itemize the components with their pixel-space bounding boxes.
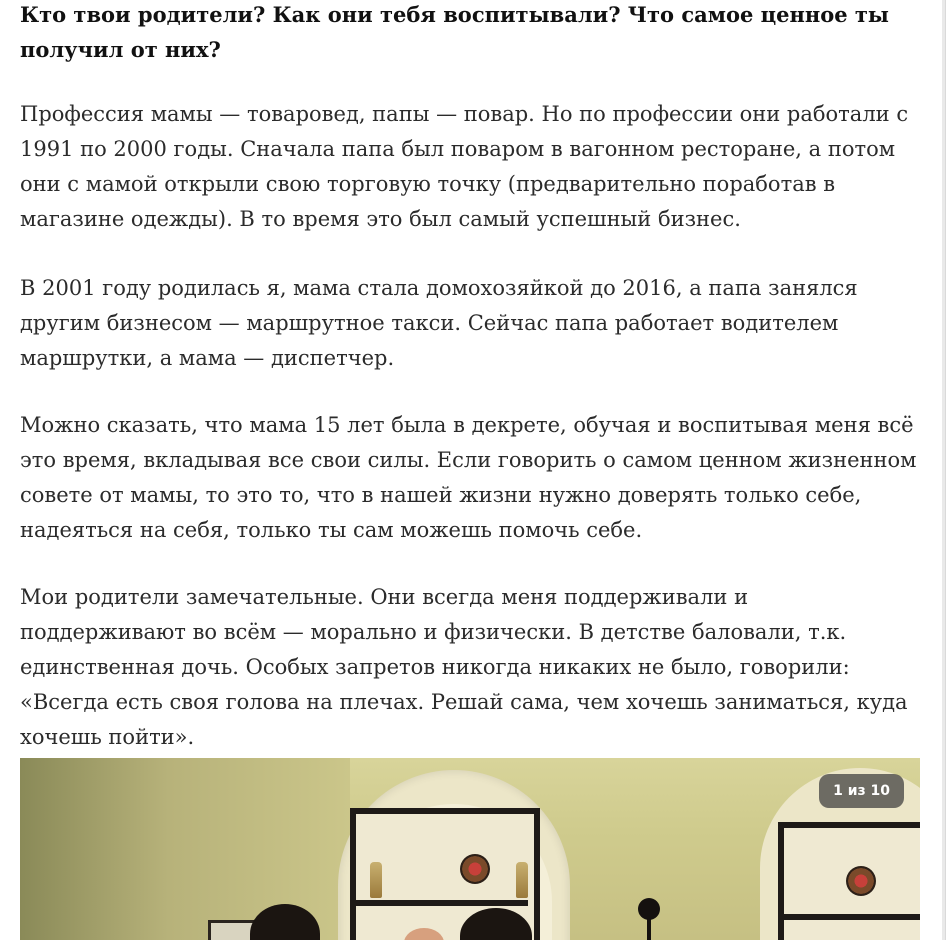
photo-plate-right xyxy=(846,866,876,896)
photo-bottle xyxy=(370,862,382,898)
answer-paragraph-3: Можно сказать, что мама 15 лет была в декрете, обучая и воспитывая меня всё это время, вкладывая все свои силы. Если говорить о самом ценном жизненном совете от мамы, то это то, что в нашей жизни нужно доверять только себе, надеяться на себя, только ты сам можешь помочь себе. xyxy=(20,413,917,542)
photo-shelf-board-right xyxy=(784,914,920,920)
gallery-counter-badge: 1 из 10 xyxy=(819,774,904,808)
answer-paragraph-1: Профессия мамы — товаровед, папы — повар. Но по профессии они работали с 1991 по 2000 годы. Сначала папа был поваром в вагонном ресторане, а потом они с мамой открыли свою торговую точку (предварительно поработав в магазине одежды). В то время это был самый успешный бизнес. xyxy=(20,102,909,231)
photo-lamp xyxy=(638,898,660,920)
photo-shelf-board xyxy=(356,900,528,906)
photo-bottle xyxy=(516,862,528,898)
answer-paragraph-2: В 2001 году родилась я, мама стала домохозяйкой до 2016, а папа занялся другим бизнесом — маршрутное такси. Сейчас папа работает водителем маршрутки, а мама — диспетчер. xyxy=(20,276,858,370)
scrollbar-track[interactable] xyxy=(942,0,945,940)
photo-plate xyxy=(460,854,490,884)
interview-question: Кто твои родители? Как они тебя воспитывали? Что самое ценное ты получил от них? xyxy=(20,2,889,62)
photo-gallery[interactable] xyxy=(20,758,920,940)
photo-lamp-stand xyxy=(647,918,651,940)
article-body xyxy=(20,0,920,749)
answer-paragraph-4: Мои родители замечательные. Они всегда меня поддерживали и поддерживают во всём — морально и физически. В детстве баловали, т.к. единственная дочь. Особых запретов никогда никаких не было, говорили: «Всегда есть своя голова на плечах. Решай сама, чем хочешь заниматься, куда хочешь пойти». xyxy=(20,585,908,749)
